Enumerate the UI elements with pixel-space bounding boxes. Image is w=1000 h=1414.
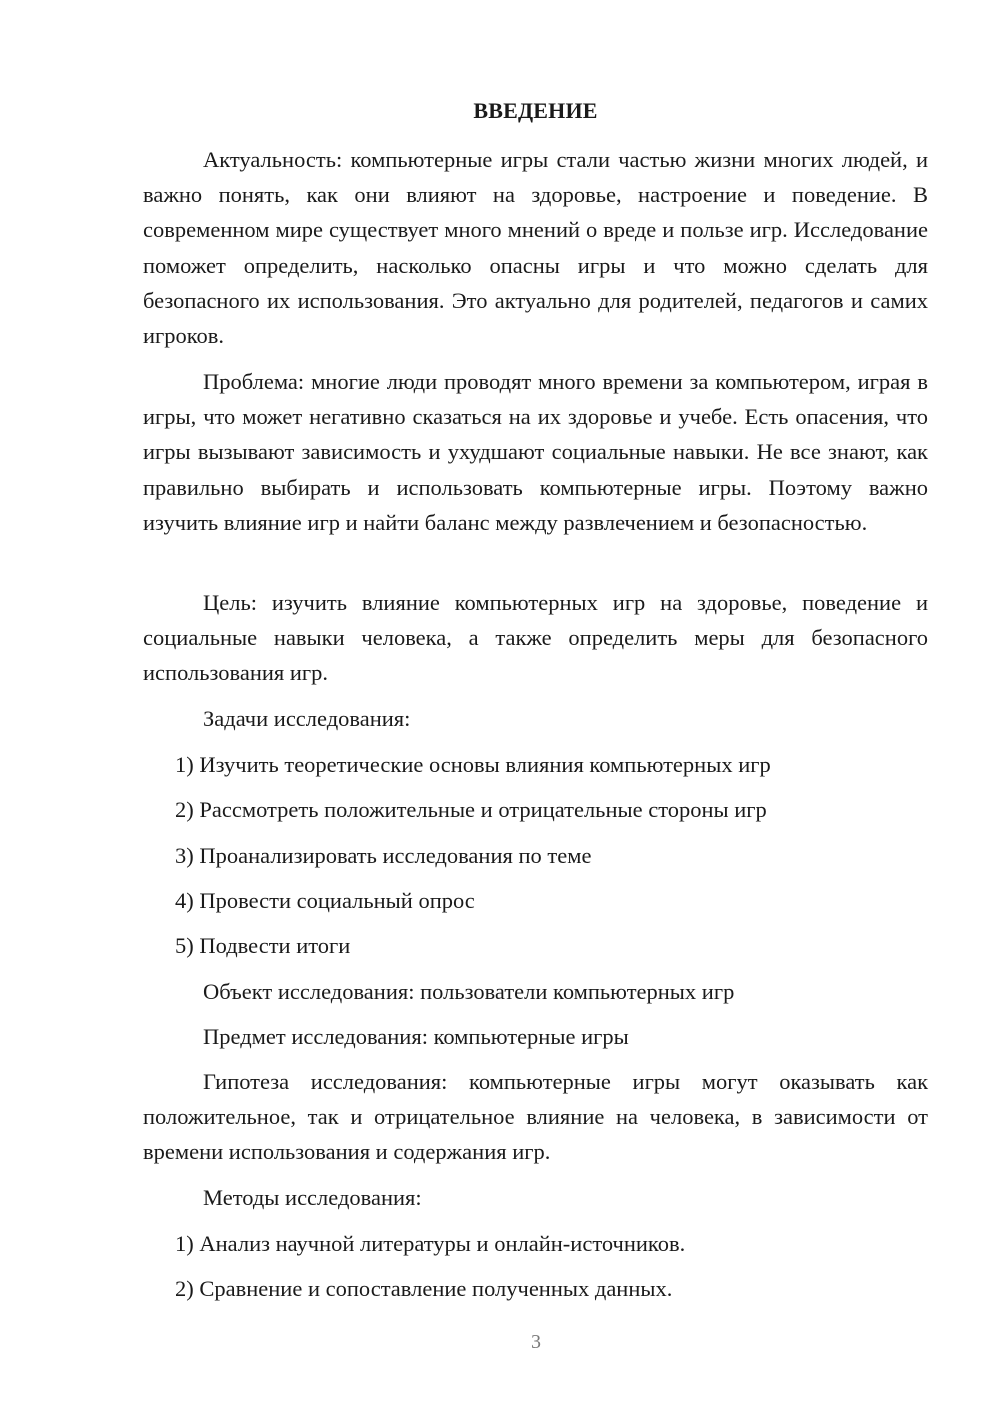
task-item: 4) Провести социальный опрос [175,888,475,913]
tasks-title: Задачи исследования: [203,706,411,731]
methods-title: Методы исследования: [203,1185,422,1210]
method-item: 2) Сравнение и сопоставление полученных данных. [175,1276,673,1301]
task-item: 1) Изучить теоретические основы влияния компьютерных игр [175,752,771,777]
task-item: 5) Подвести итоги [175,933,351,958]
method-item: 1) Анализ научной литературы и онлайн-источников. [175,1231,686,1256]
research-subject: Предмет исследования: компьютерные игры [203,1024,629,1049]
problem-paragraph: Проблема: многие люди проводят много времени за компьютером, играя в игры, что может негативно сказаться на их здоровье и учебе. Есть опасения, что игры вызывают зависимость и ухудшают социальные навыки. Не все знают, как правильно выбирать и использовать компьютерные игры. Поэтому важно изучить влияние игр и найти баланс между развлечением и безопасностью. [143,369,928,535]
section-heading: ВВЕДЕНИЕ [473,98,598,123]
research-object: Объект исследования: пользователи компьютерных игр [203,979,735,1004]
task-item: 2) Рассмотреть положительные и отрицательные стороны игр [175,797,767,822]
relevance-paragraph: Актуальность: компьютерные игры стали частью жизни многих людей, и важно понять, как они влияют на здоровье, настроение и поведение. В современном мире существует много мнений о вреде и пользе игр. Исследование поможет определить, насколько опасны игры и что можно сделать для безопасного их использования. Это актуально для родителей, педагогов и самих игроков. [143,147,928,349]
task-item: 3) Проанализировать исследования по теме [175,843,592,868]
hypothesis-paragraph: Гипотеза исследования: компьютерные игры могут оказывать как положительное, так и отрицательное влияние на человека, в зависимости от времени использования и содержания игр. [143,1069,928,1165]
goal-paragraph: Цель: изучить влияние компьютерных игр на здоровье, поведение и социальные навыки человека, а также определить меры для безопасного использования игр. [143,590,928,686]
page-number: 3 [531,1331,541,1353]
